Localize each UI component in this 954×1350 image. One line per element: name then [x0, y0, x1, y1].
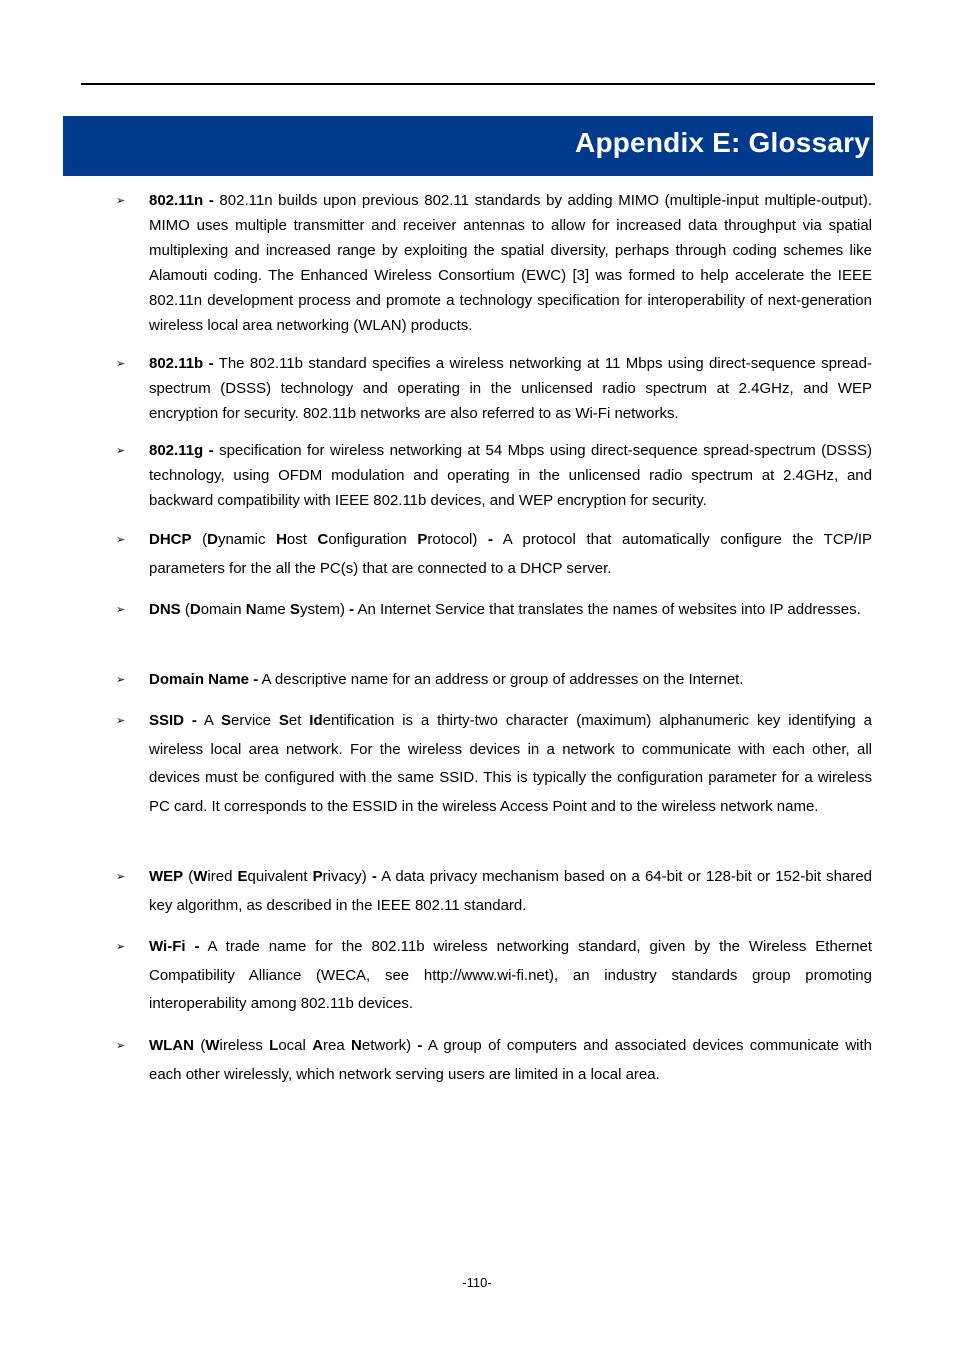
term-bold-text: W	[205, 1037, 220, 1054]
definition-text: (	[191, 531, 208, 548]
entry-text	[149, 868, 872, 914]
page-title: Appendix E: Glossary	[575, 127, 870, 158]
definition-text: A protocol that automatically configure the TCP/IP parameters for the all the PC(s) that are connected to a DHCP server.	[149, 531, 872, 577]
term-bold-text: 802.11n -	[149, 192, 214, 209]
bullet-icon: ➢	[116, 673, 126, 686]
term-bold-text: Domain Name -	[149, 671, 259, 688]
bullet-icon: ➢	[116, 870, 126, 883]
definition-text: A trade name for the 802.11b wireless networking standard, given by the Wireless Ethernet Compatibility Alliance (WECA, see http://www.wi-fi.net), an industry standards group promoting interoperability among 802.11b devices.	[149, 938, 873, 1012]
entry-text	[149, 355, 872, 422]
term-bold-text: S	[220, 712, 231, 729]
definition-text: ystem)	[299, 601, 350, 618]
term-bold-text: WEP	[149, 868, 184, 885]
term-bold-text: Id	[309, 712, 323, 729]
page-number: -110-	[462, 1275, 492, 1290]
definition-text: etwork)	[361, 1037, 418, 1054]
term-bold-text: L	[269, 1037, 279, 1054]
glossary-entry-80211g	[116, 438, 872, 513]
term-bold-text: H	[276, 531, 287, 548]
definition-text: The 802.11b standard specifies a wireless networking at 11 Mbps using direct-sequence spread-spectrum (DSSS) technology and operating in the unlicensed radio spectrum at 2.4GHz, and WEP encryption for security. 802.11b networks are also referred to as Wi-Fi networks.	[149, 355, 872, 422]
term-bold-text: P	[417, 531, 428, 548]
term-bold-text: C	[317, 531, 329, 548]
glossary-entry-ssid	[116, 707, 872, 821]
definition-text: A data privacy mechanism based on a 64-bit or 128-bit or 152-bit shared key algorithm, as described in the IEEE 802.11 standard.	[149, 868, 873, 914]
bullet-icon: ➢	[116, 357, 126, 370]
entry-text	[149, 1037, 872, 1083]
glossary-entry-wifi	[116, 933, 873, 1019]
term-bold-text: D	[189, 601, 201, 618]
definition-text: rivacy)	[322, 868, 372, 885]
definition-text: et	[288, 712, 310, 729]
definition-text: entification is a thirty-two character (maximum) alphanumeric key identifying a wireless local area network. For the wireless devices in a network to communicate with each other, all devices must be configured with the same SSID. This is typically the configuration parameter for a wireless PC card. It corresponds to the ESSID in the wireless Access Point and to the wireless network name.	[149, 712, 872, 815]
definition-text: (	[194, 1037, 206, 1054]
entry-text	[149, 671, 744, 688]
term-bold-text: 802.11g -	[149, 442, 214, 459]
definition-text: rea	[323, 1037, 352, 1054]
definition-text: quivalent	[247, 868, 313, 885]
definition-text: ervice	[230, 712, 279, 729]
term-bold-text: 802.11b -	[149, 355, 214, 372]
bullet-icon: ➢	[116, 714, 126, 727]
bullet-icon: ➢	[116, 533, 126, 546]
definition-text: ynamic	[217, 531, 277, 548]
definition-text: ired	[207, 868, 238, 885]
glossary-entry-80211b	[116, 351, 872, 426]
glossary-entry-dns	[116, 596, 872, 625]
definition-text: specification for wireless networking at 54 Mbps using direct-sequence spread-spectrum (DSSS) technology, using OFDM modulation and operating in the unlicensed radio spectrum at 2.4GHz, and backward compatibility with IEEE 802.11b devices, and WEP encryption for security.	[149, 442, 872, 509]
definition-text: omain	[200, 601, 246, 618]
bullet-icon: ➢	[116, 603, 126, 616]
bullet-icon: ➢	[116, 940, 126, 953]
term-bold-text: S	[289, 601, 300, 618]
term-bold-text: A	[312, 1037, 324, 1054]
definition-text: A group of computers and associated devices communicate with each other wirelessly, which network serving users are limited in a local area.	[149, 1037, 873, 1083]
term-bold-text: -	[417, 1037, 423, 1054]
term-bold-text: SSID -	[149, 712, 197, 729]
definition-text: ocal	[278, 1037, 313, 1054]
definition-text: onfiguration	[328, 531, 418, 548]
bullet-icon: ➢	[116, 194, 126, 207]
term-bold-text: N	[351, 1037, 362, 1054]
entry-text	[149, 531, 872, 577]
definition-text: (	[183, 868, 194, 885]
definition-text: 802.11n builds upon previous 802.11 standards by adding MIMO (multiple-input multiple-output). MIMO uses multiple transmitter and receiver antennas to allow for increased data throughput via spatial multiplexing and increased range by exploiting the spatial diversity, perhaps through coding schemes like Alamouti coding. The Enhanced Wireless Consortium (EWC) [3] was formed to help accelerate the IEEE 802.11n development process and promote a technology specification for interoperability of next-generation wireless local area networking (WLAN) products.	[149, 192, 872, 334]
entry-text	[149, 601, 861, 618]
header-rule	[81, 83, 875, 85]
term-bold-text: W	[193, 868, 208, 885]
term-bold-text: Wi-Fi -	[149, 938, 200, 955]
definition-text: ost	[286, 531, 318, 548]
definition-text: An Internet Service that translates the names of websites into IP addresses.	[354, 601, 861, 618]
definition-text: ireless	[219, 1037, 270, 1054]
definition-text: A	[196, 712, 221, 729]
term-bold-text: -	[371, 868, 377, 885]
term-bold-text: -	[349, 601, 355, 618]
entry-text	[149, 442, 872, 509]
glossary-entry-80211n	[116, 188, 872, 338]
bullet-icon: ➢	[116, 1039, 126, 1052]
title-banner	[63, 116, 873, 176]
entry-text	[149, 712, 872, 815]
term-bold-text: -	[487, 531, 493, 548]
term-bold-text: DHCP	[149, 531, 192, 548]
entry-text	[149, 192, 872, 334]
term-bold-text: P	[312, 868, 323, 885]
bullet-icon: ➢	[116, 444, 126, 457]
definition-text: ame	[256, 601, 290, 618]
term-bold-text: N	[245, 601, 257, 618]
glossary-entry-wep	[116, 863, 873, 920]
term-bold-text: D	[207, 531, 218, 548]
definition-text: (	[180, 601, 190, 618]
term-bold-text: WLAN	[149, 1037, 194, 1054]
entry-text	[149, 938, 872, 1012]
glossary-entry-domain-name	[116, 666, 872, 695]
term-bold-text: E	[237, 868, 248, 885]
glossary-entry-wlan	[116, 1032, 873, 1089]
term-bold-text: DNS	[149, 601, 181, 618]
term-bold-text: S	[278, 712, 289, 729]
definition-text: A descriptive name for an address or group of addresses on the Internet.	[258, 671, 744, 688]
glossary-entry-dhcp	[116, 526, 872, 583]
definition-text: rotocol)	[427, 531, 488, 548]
